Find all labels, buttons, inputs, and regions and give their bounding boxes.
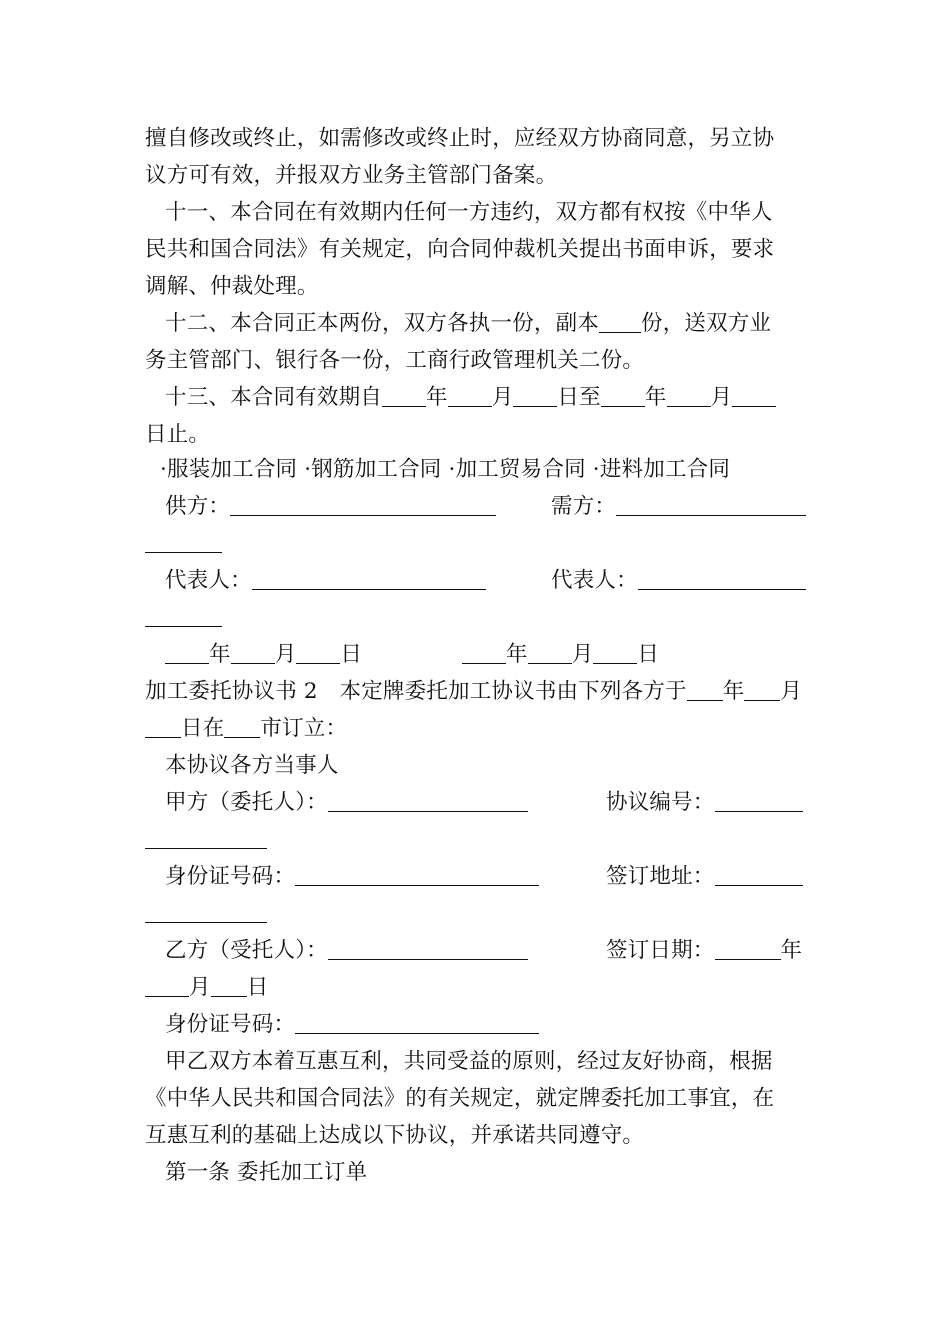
blank-field (599, 311, 641, 333)
text: 月 (780, 679, 803, 704)
text: 年 (426, 385, 448, 410)
sign-date-label: 签订日期： (606, 938, 715, 963)
blank-field (328, 938, 528, 960)
blank-line (145, 825, 267, 855)
agreement-title-line (145, 677, 802, 707)
blank-field (328, 790, 528, 812)
blank-field (638, 568, 806, 590)
blank-field (296, 642, 340, 664)
blank-field (744, 679, 780, 701)
party-a-label: 甲方（委托人）： (165, 790, 328, 815)
blank-field (382, 385, 426, 407)
text: 年 (722, 679, 745, 704)
paragraph-line: 互惠互利的基础上达成以下协议，并承诺共同遵守。 (145, 1123, 645, 1148)
blank-field (252, 568, 486, 590)
text: 月 (189, 975, 211, 1000)
blank-field (211, 975, 247, 997)
blank-field (687, 679, 723, 701)
blank-field (145, 975, 189, 997)
rep-label: 代表人： (551, 568, 638, 593)
clause-13-line (165, 383, 776, 413)
supplier-line (165, 492, 496, 522)
id-number-line (165, 1010, 539, 1040)
date-line (165, 640, 362, 670)
blank-field (513, 385, 557, 407)
text: 市订立： (260, 716, 348, 741)
text: 份，送双方业 (641, 311, 772, 336)
blank-line (145, 529, 222, 559)
blank-field (145, 531, 222, 553)
text: 月 (491, 385, 514, 410)
blank-field (715, 790, 803, 812)
blank-field (165, 642, 209, 664)
id-label: 身份证号码： (165, 864, 296, 889)
id-label: 身份证号码： (165, 1012, 296, 1037)
representative-line (165, 566, 486, 596)
blank-field (448, 385, 492, 407)
paragraph-line: 甲乙双方本着互惠互利，共同受益的原则，经过友好协商，根据 (165, 1049, 773, 1074)
text: 十二、本合同正本两份，双方各执一份，副本 (165, 311, 600, 336)
buyer-line (551, 492, 806, 522)
text: 十三、本合同有效期自 (165, 385, 383, 410)
related-links[interactable]: ·服装加工合同 ·钢筋加工合同 ·加工贸易合同 ·进料加工合同 (160, 457, 731, 482)
party-b-label: 乙方（受托人）： (165, 938, 328, 963)
blank-field (616, 494, 806, 516)
party-a-line (165, 788, 528, 818)
blank-field (230, 494, 496, 516)
text: 年 (209, 642, 231, 667)
text: 日 (246, 975, 269, 1000)
text: 月 (571, 642, 594, 667)
buyer-label: 需方： (551, 494, 617, 519)
agreement-no-label: 协议编号： (606, 790, 715, 815)
sign-date-line (606, 936, 802, 966)
date-line (145, 973, 268, 1003)
blank-field (145, 605, 222, 627)
clause-11-line: 十一、本合同在有效期内任何一方违约，双方都有权按《中华人 (165, 200, 773, 225)
agreement-no-line (606, 788, 803, 818)
rep-label: 代表人： (165, 568, 252, 593)
blank-line (145, 603, 222, 633)
sign-address-line (606, 862, 803, 892)
text: 日至 (557, 385, 601, 410)
clause-12-line (165, 309, 771, 339)
text: 日在 (181, 716, 225, 741)
paragraph-line: 调解、仲裁处理。 (145, 274, 319, 299)
blank-field (462, 642, 506, 664)
blank-field (593, 642, 637, 664)
text: 日 (637, 642, 660, 667)
party-b-line (165, 936, 528, 966)
paragraph-line: 日止。 (145, 422, 211, 447)
blank-line (145, 899, 267, 929)
text: 年 (644, 385, 667, 410)
date-line (462, 640, 659, 670)
blank-field (145, 716, 181, 738)
id-number-line (165, 862, 539, 892)
blank-field (224, 716, 260, 738)
representative-line (551, 566, 806, 596)
paragraph-line: 《中华人民共和国合同法》的有关规定，就定牌委托加工事宜，在 (145, 1086, 775, 1111)
blank-field (667, 385, 711, 407)
text: 年 (506, 642, 528, 667)
blank-field (145, 901, 267, 923)
paragraph-line: 擅自修改或终止，如需修改或终止时，应经双方协商同意，另立协 (145, 126, 775, 151)
blank-field (601, 385, 645, 407)
text: 月 (710, 385, 733, 410)
blank-field (295, 864, 539, 886)
paragraph-line (145, 714, 347, 744)
blank-field (145, 827, 267, 849)
supplier-label: 供方： (165, 494, 231, 519)
parties-heading: 本协议各方当事人 (165, 753, 339, 778)
blank-field (295, 1012, 539, 1034)
article-1-heading: 第一条 委托加工订单 (165, 1160, 368, 1185)
paragraph-line: 务主管部门、银行各一份，工商行政管理机关二份。 (145, 348, 645, 373)
text: 加工委托协议书 2 本定牌委托加工协议书由下列各方于 (145, 679, 687, 704)
blank-field (715, 938, 781, 960)
paragraph-line: 议方可有效，并报双方业务主管部门备案。 (145, 163, 558, 188)
paragraph-line: 民共和国合同法》有关规定，向合同仲裁机关提出书面申诉，要求 (145, 237, 775, 262)
text: 日 (340, 642, 363, 667)
text: 月 (274, 642, 297, 667)
blank-field (732, 385, 776, 407)
blank-field (715, 864, 803, 886)
blank-field (528, 642, 572, 664)
text: 年 (780, 938, 803, 963)
blank-field (231, 642, 275, 664)
sign-address-label: 签订地址： (606, 864, 715, 889)
